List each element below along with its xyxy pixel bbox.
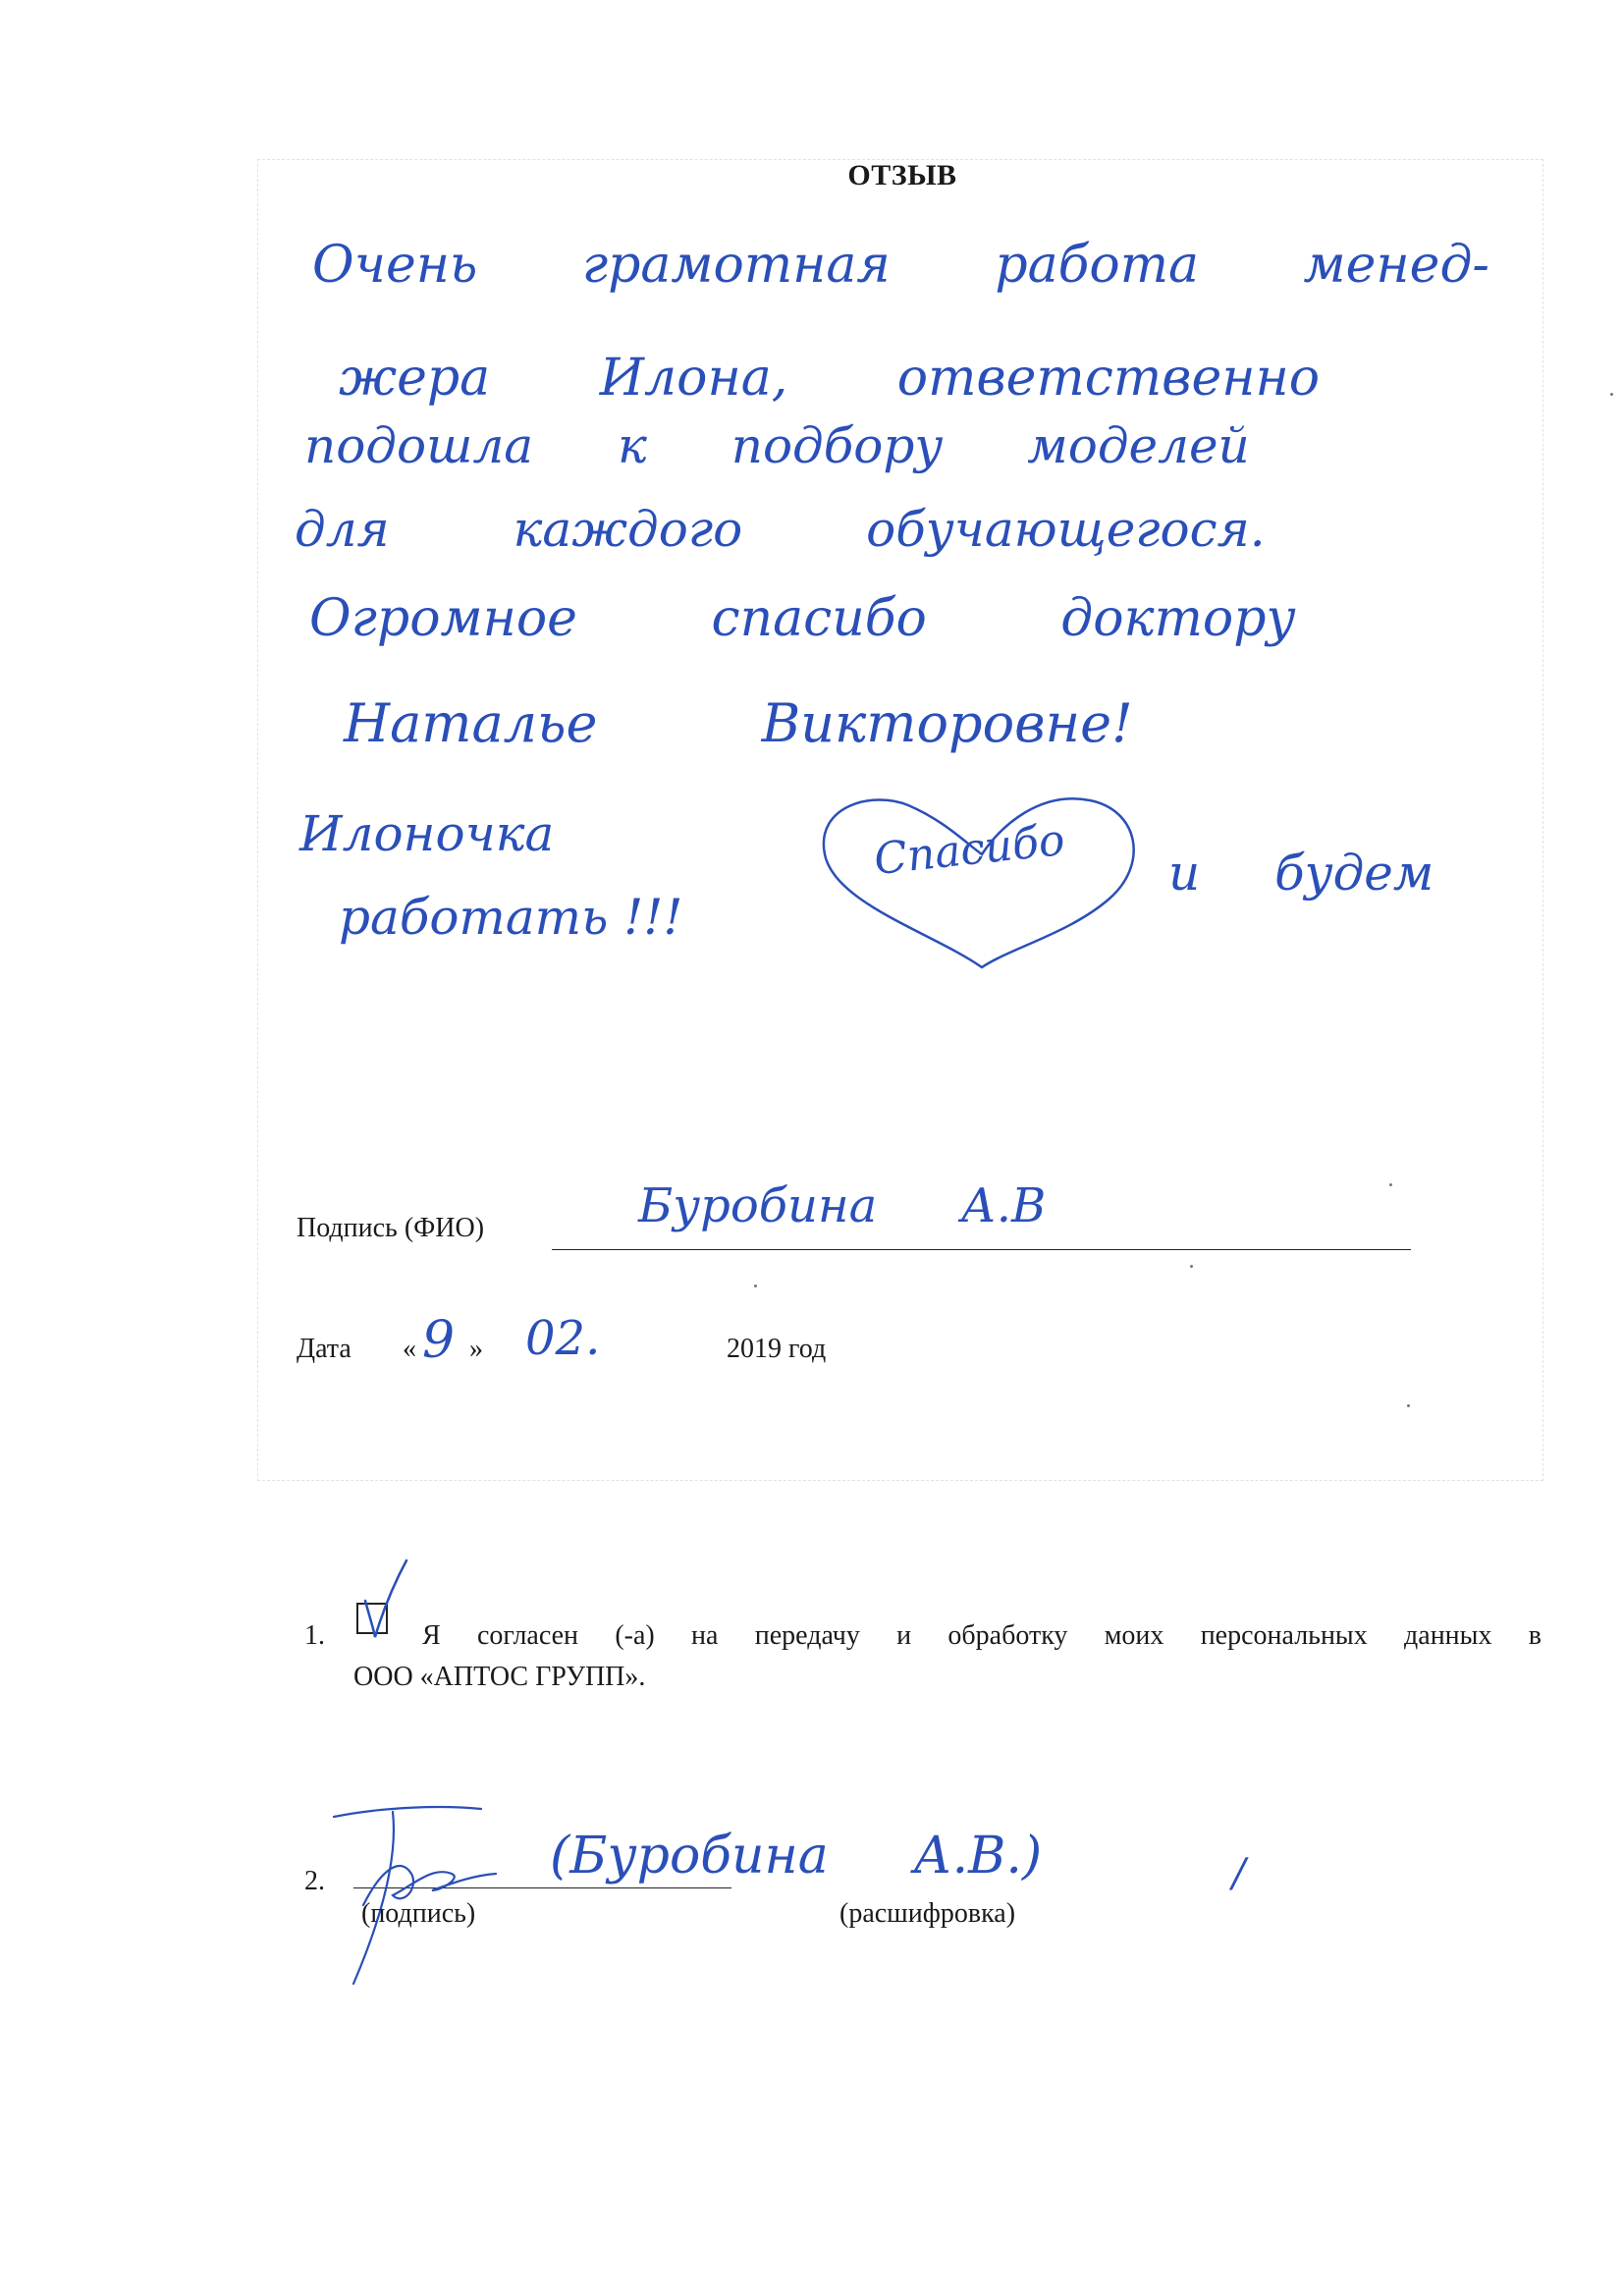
- date-open-quote: «: [403, 1334, 416, 1364]
- review-line-2: жера Илона, ответственно: [339, 349, 1321, 408]
- consent-item-1-number: 1.: [304, 1620, 325, 1651]
- consent-item-2-number: 2.: [304, 1866, 325, 1896]
- review-line-3: подошла к подбору моделей: [304, 417, 1250, 474]
- checkmark-icon: [361, 1557, 410, 1645]
- consent-signature-caption: (подпись): [361, 1898, 476, 1929]
- scan-speck: [1610, 393, 1613, 396]
- scan-speck: [1389, 1183, 1392, 1186]
- review-line-7: Илоночка: [299, 805, 555, 862]
- signature-label: Подпись (ФИО): [297, 1213, 485, 1243]
- review-line-1: Очень грамотная работа менед-: [312, 236, 1489, 295]
- heart-text: Спасибо: [871, 814, 1067, 886]
- consent-decoding-caption: (расшифровка): [839, 1898, 1016, 1929]
- date-year: 2019 год: [727, 1334, 827, 1364]
- review-line-8: работать !!!: [339, 889, 683, 946]
- signature-line: [552, 1249, 1411, 1250]
- review-line-5: Огромное спасибо доктору: [309, 589, 1296, 648]
- date-label: Дата: [297, 1334, 352, 1364]
- consent-decoding-handwritten: (Буробина А.В.): [550, 1827, 1043, 1886]
- date-month: 02.: [525, 1311, 601, 1366]
- consent-slash: /: [1232, 1851, 1246, 1896]
- heart-icon: [815, 786, 1149, 982]
- review-line-6: Наталье Викторовне!: [344, 692, 1133, 754]
- date-day: 9: [422, 1311, 456, 1370]
- review-line-7b: и будем: [1168, 845, 1434, 902]
- scan-speck: [1407, 1404, 1410, 1407]
- consent-item-1-text-line-2: ООО «АПТОС ГРУПП».: [353, 1662, 646, 1692]
- scan-speck: [1190, 1265, 1193, 1268]
- heart-drawing: [815, 786, 1149, 982]
- page-title: ОТЗЫВ: [847, 159, 957, 191]
- consent-item-1-text: Я согласен (-а) на передачу и обработку моих персональных данных в: [422, 1620, 1542, 1651]
- review-line-4: для каждого обучающегося.: [295, 501, 1266, 558]
- date-close-quote: »: [469, 1334, 483, 1364]
- scan-speck: [754, 1285, 757, 1287]
- signature-handwritten: Буробина А.В: [638, 1178, 1047, 1233]
